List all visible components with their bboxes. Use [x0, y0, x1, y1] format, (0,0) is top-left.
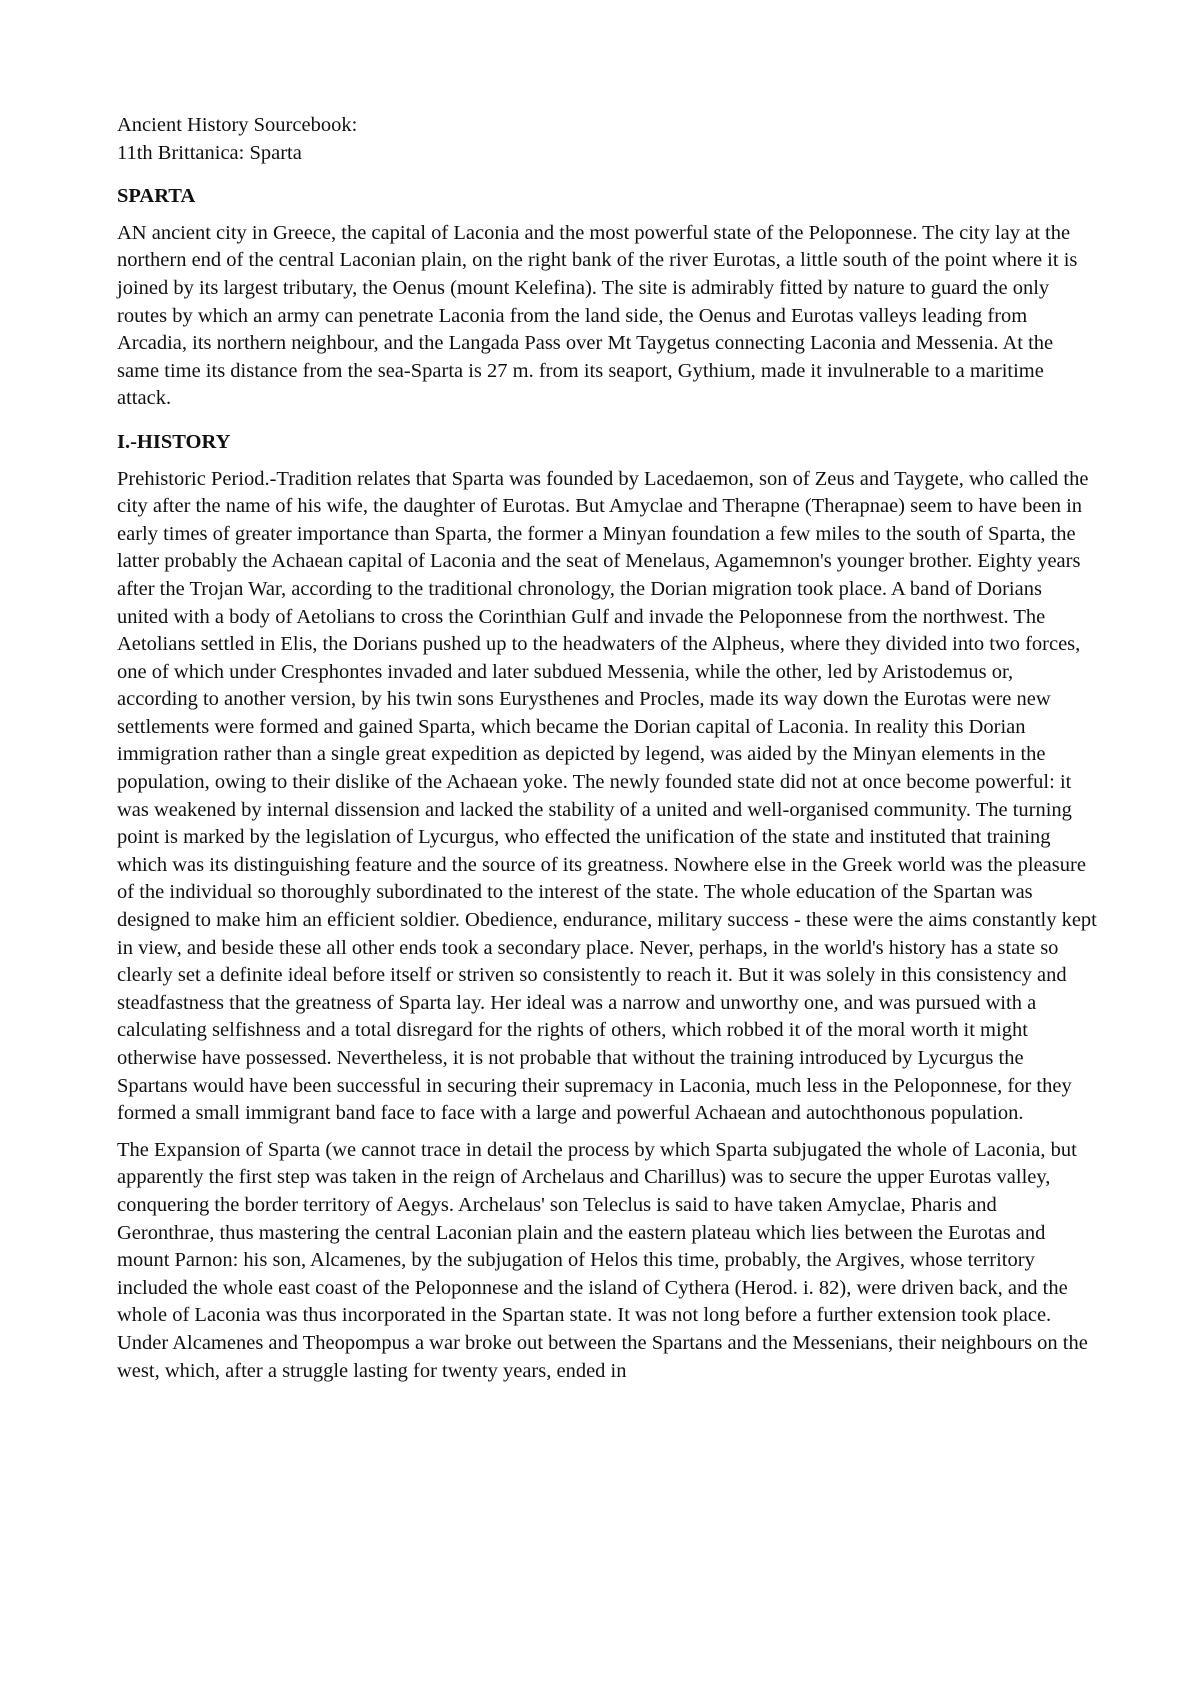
prehistoric-period-paragraph: Prehistoric Period.-Tradition relates that Sparta was founded by Lacedaemon, son of Zeus and Taygete, who called the city after the name of his wife, the daughter of Eurotas. But Amyclae and Therapne (Therapnae) seem to have been in early times of greater importance than Sparta, the former a Minyan foundation a few miles to the south of Sparta, the latter probably the Achaean capital of Laconia and the seat of Menelaus, Agamemnon's younger brother. Eighty years after the Trojan War, according to the traditional chronology, the Dorian migration took place. A band of Dorians united with a body of Aetolians to cross the Corinthian Gulf and invade the Peloponnese from the northwest. The Aetolians settled in Elis, the Dorians pushed up to the headwaters of the Alpheus, where they divided into two forces, one of which under Cresphontes invaded and later subdued Messenia, while the other, led by Aristodemus or, according to another version, by his twin sons Eurysthenes and Procles, made its way down the Eurotas were new settlements were formed and gained Sparta, which became the Dorian capital of Laconia. In reality this Dorian immigration rather than a single great expedition as depicted by legend, was aided by the Minyan elements in the population, owing to their dislike of the Achaean yoke. The newly founded state did not at once become powerful: it was weakened by internal dissension and lacked the stability of a united and well-organised community. The turning point is marked by the legislation of Lycurgus, who effected the unification of the state and instituted that training which was its distinguishing feature and the source of its greatness. Nowhere else in the Greek world was the pleasure of the individual so thoroughly subordinated to the interest of the state. The whole education of the Spartan was designed to make him an efficient soldier. Obedience, endurance, military success - these were the aims constantly kept in view, and beside these all other ends took a secondary place. Never, perhaps, in the world's history has a state so clearly set a definite ideal before itself or striven so consistently to reach it. But it was solely in this consistency and steadfastness that the greatness of Sparta lay. Her ideal was a narrow and unworthy one, and was pursued with a calculating selfishness and a total disregard for the rights of others, which robbed it of the moral worth it might otherwise have possessed. Nevertheless, it is not probable that without the training introduced by Lycurgus the Spartans would have been successful in securing their supremacy in Laconia, much less in the Peloponnese, for they formed a small immigrant band face to face with a large and powerful Achaean and autochthonous population.	[117, 467, 1097, 1125]
sourcebook-title: Ancient History Sourcebook:	[117, 114, 358, 136]
section-heading-history: I.-HISTORY	[117, 430, 231, 453]
intro-paragraph: AN ancient city in Greece, the capital of Laconia and the most powerful state of the Peloponnese. The city lay at the northern end of the central Laconian plain, on the right bank of the river Eurotas, a little south of the point where it is joined by its largest tributary, the Oenus (mount Kelefina). The site is admirably fitted by nature to guard the only routes by which an army can penetrate Laconia from the land side, the Oenus and Eurotas valleys leading from Arcadia, its northern neighbour, and the Langada Pass over Mt Taygetus connecting Laconia and Messenia. At the same time its distance from the sea-Sparta is 27 m. from its seaport, Gythium, made it invulnerable to a maritime attack.	[117, 221, 1078, 410]
expansion-paragraph: The Expansion of Sparta (we cannot trace in detail the process by which Sparta subjugated the whole of Laconia, but apparently the first step was taken in the reign of Archelaus and Charillus) was to secure the upper Eurotas valley, conquering the border territory of Aegys. Archelaus' son Teleclus is said to have taken Amyclae, Pharis and Geronthrae, thus mastering the central Laconian plain and the eastern plateau which lies between the Eurotas and mount Parnon: his son, Alcamenes, by the subjugation of Helos this time, probably, the Argives, whose territory included the whole east coast of the Peloponnese and the island of Cythera (Herod. i. 82), were driven back, and the whole of Laconia was thus incorporated in the Spartan state. It was not long before a further extension took place. Under Alcamenes and Theopompus a war broke out between the Spartans and the Messenians, their neighbours on the west, which, after a struggle lasting for twenty years, ended in	[117, 1138, 1088, 1382]
section-heading-sparta: SPARTA	[117, 185, 196, 208]
document-page	[117, 112, 1097, 1394]
sourcebook-subtitle: 11th Brittanica: Sparta	[117, 141, 302, 164]
